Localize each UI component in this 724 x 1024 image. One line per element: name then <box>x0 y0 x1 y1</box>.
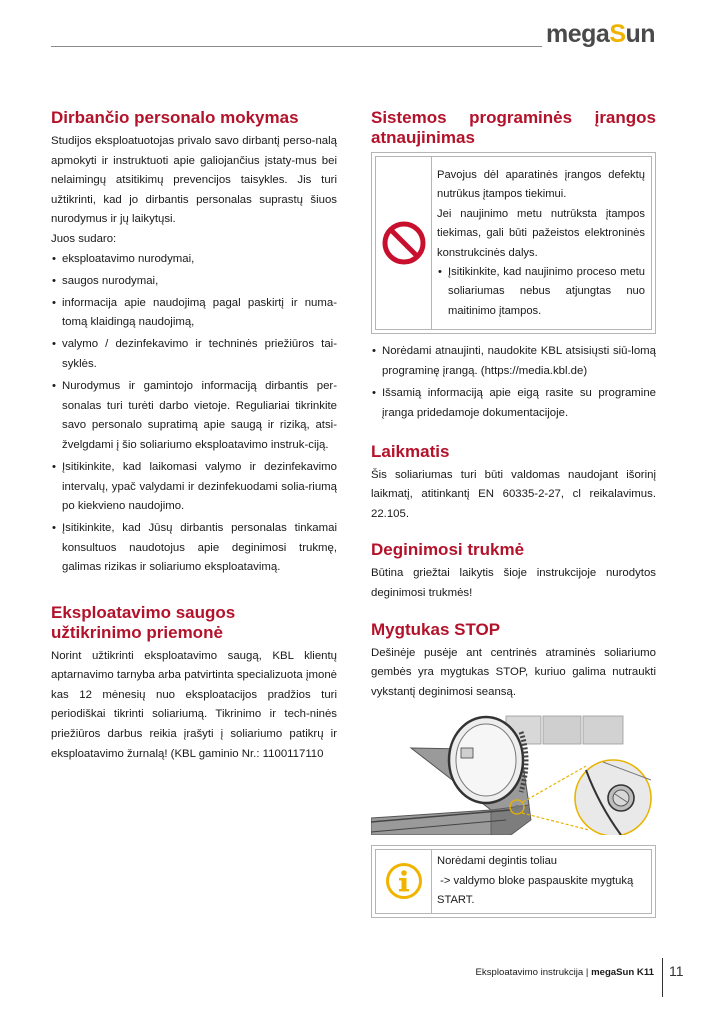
list-item: • Išsamią informaciją apie eigą rasite su programine įranga pridedamoje dokumentacijoje. <box>372 386 656 419</box>
notice-text: Norėdami degintis toliau <box>437 855 558 868</box>
paragraph: Dešinėje pusėje ant centrinės atraminės soliariumo gembės yra mygtukas STOP, kuriuo galima nutraukti vykstantį deginimosi seansą. <box>371 646 656 698</box>
section-title-stop-button: Mygtukas STOP <box>371 619 501 639</box>
list-item: • Įsitikinkite, kad Jūsų dirbantis personalas tinkamai konsultuos naudotojus apie deginimosi trukmę, galimas rizikas ir soliariumo eksploatavimą. <box>52 522 337 574</box>
bullet-list <box>51 250 337 579</box>
section-title-personnel-training: Dirbančio personalo mokymas <box>51 108 299 127</box>
section-title-software-update: Sistemos programinės įrangos <box>371 108 656 127</box>
info-icon <box>385 862 423 900</box>
paragraph: Juos sudaro: <box>51 232 117 245</box>
notice-text: -> valdymo bloke paspauskite mygtuką START. <box>437 874 637 907</box>
list-item: • eksploatavimo nurodymai, <box>52 252 195 265</box>
right-column <box>371 108 656 926</box>
info-notice <box>371 845 656 917</box>
stop-button-illustration <box>371 710 656 835</box>
header-rule <box>51 46 542 47</box>
list-item: • Norėdami atnaujinti, naudokite KBL atsisiųsti siū-lomą programinę įrangą. (https://media.kbl.de) <box>372 345 656 377</box>
list-item: • informacija apie naudojimą pagal paskirtį ir numa-tomą klaidingą naudojimą, <box>52 296 337 329</box>
section-title-operational-safety: Eksploatavimo saugos užtikrinimo priemonė <box>51 602 236 642</box>
left-column <box>51 108 337 764</box>
paragraph: Šis soliariumas turi būti valdomas naudojant išorinį laikmatį, atitinkantį EN 60335-2-27, cl reikalavimus. 22.105. <box>371 468 656 520</box>
list-item: • valymo / dezinfekavimo ir techninės priežiūros tai-syklės. <box>52 338 337 371</box>
bullet-list <box>371 342 656 423</box>
section-title-tanning-duration: Deginimosi trukmė <box>371 540 525 560</box>
paragraph: Norint užtikrinti eksploatavimo saugą, KBL klientų aptarnavimo tarnyba arba patvirtinta specializuota įmonė kas 12 mėnesių nuo eksploatacijos pradžios turi periodiškai tikrinti soliariumą. Tikrinimo ir tech-ninės priežiūros darbus reikia įrašyti į soliariumo patikrų ir eksploatavimo žurnalą! (KBL gaminio Nr.: 1100117110 <box>51 649 337 760</box>
megasun-logo: megaSun <box>546 20 656 48</box>
list-item: • Įsitikinkite, kad laikomasi valymo ir dezinfekavimo intervalų, ypač valydami ir dezinfekuodami solia-riumą po kiekvieno naudojimo. <box>52 461 337 513</box>
warning-notice <box>371 152 656 334</box>
prohibition-icon <box>382 221 426 265</box>
paragraph: Būtina griežtai laikytis šioje instrukcijoje nurodytos deginimosi trukmės! <box>371 567 656 599</box>
list-item: • Nurodymus ir gamintojo informaciją dirbantis per-sonalas turi turėti darbo vietoje. Reguliariai tikrinkite savo personalo supratimą apie saugą ir riziką, atsi-žvelgdami į šio soliariumo eksploatavimo instruk-ciją. <box>52 380 337 451</box>
notice-text: Jei naujinimo metu nutrūksta įtampos tiekimas, gali būti pažeistos elektroninės konstrukcinės dalys. <box>437 207 645 259</box>
section-title-timer: Laikmatis <box>371 441 450 461</box>
list-item: • Įsitikinkite, kad naujinimo proceso metu soliariumas nebus atjungtas nuo maitinimo įtampos. <box>438 266 645 317</box>
notice-text: Pavojus dėl aparatinės įrangos defektų nutrūkus įtampos tiekimui. <box>437 169 645 201</box>
page-number: 11 <box>669 963 684 979</box>
list-item: • saugos nurodymai, <box>52 274 159 287</box>
paragraph: Studijos eksploatuotojas privalo savo dirbantį perso-nalą apmokyti ir instruktuoti apie galiojančius įstaty-mus bei nelaimingų atsitikimų prevencijos taisykles. Jis turi užtikrinti, kad jo dirbantis personalas suprastų šiuos nurodymus ir jų laikytųsi. <box>51 135 337 226</box>
section-title-software-update-line2: atnaujinimas <box>371 128 475 147</box>
footer-model: megaSun K11 <box>591 967 654 978</box>
footer-rule <box>662 958 663 997</box>
footer-text: Eksploatavimo instrukcija | megaSun K11 <box>475 967 654 978</box>
